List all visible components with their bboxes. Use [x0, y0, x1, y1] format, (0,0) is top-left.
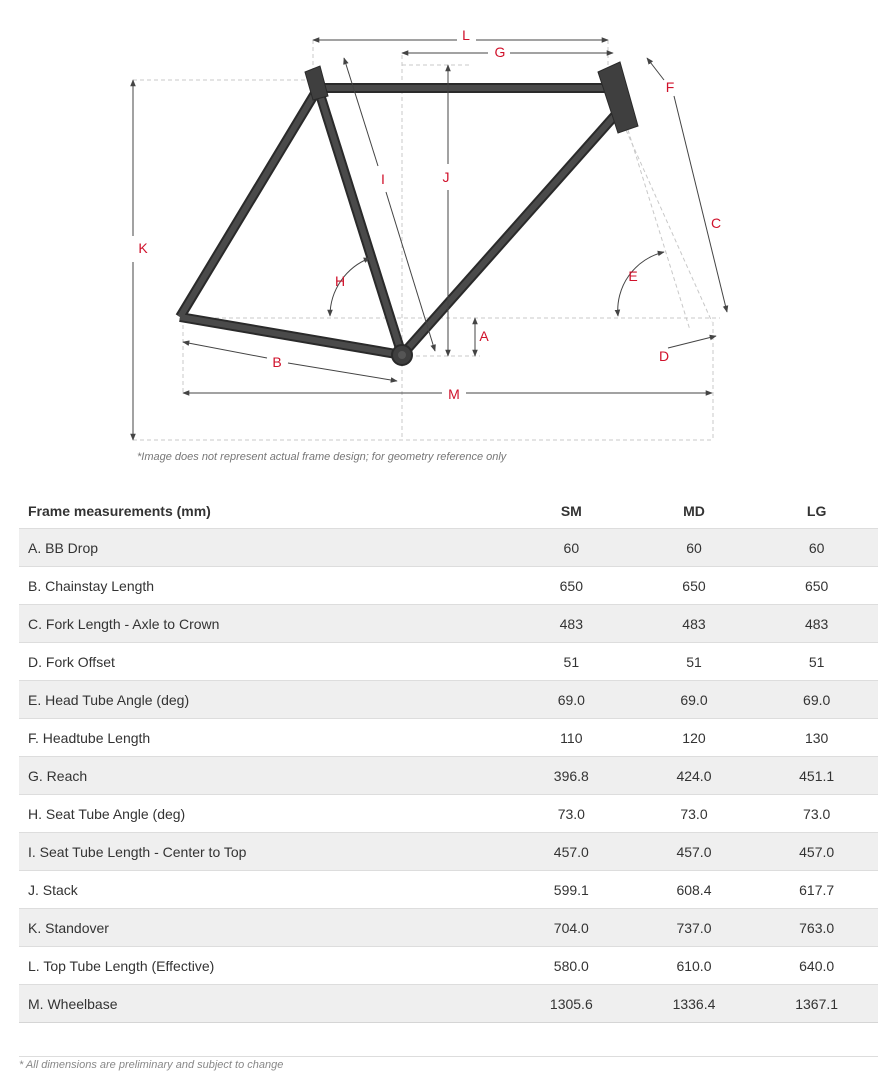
- table-row: [19, 605, 878, 643]
- value-md: 1336.4: [633, 985, 756, 1023]
- table-row: [19, 529, 878, 567]
- value-lg: 483: [755, 605, 878, 643]
- value-lg: 617.7: [755, 871, 878, 909]
- table-row: [19, 947, 878, 985]
- value-sm: 110: [510, 719, 633, 757]
- dimensions-footnote: * All dimensions are preliminary and subject to change: [19, 1056, 878, 1071]
- size-header-lg: LG: [755, 494, 878, 529]
- row-label: K. Standover: [19, 909, 510, 947]
- value-lg: 69.0: [755, 681, 878, 719]
- value-sm: 73.0: [510, 795, 633, 833]
- frame-geometry-diagram: [0, 0, 889, 470]
- value-md: 610.0: [633, 947, 756, 985]
- table-row: [19, 909, 878, 947]
- table-header-row: [19, 494, 878, 529]
- value-lg: 650: [755, 567, 878, 605]
- value-lg: 130: [755, 719, 878, 757]
- value-lg: 51: [755, 643, 878, 681]
- row-label: L. Top Tube Length (Effective): [19, 947, 510, 985]
- value-sm: 580.0: [510, 947, 633, 985]
- value-lg: 1367.1: [755, 985, 878, 1023]
- label-a: A: [479, 328, 489, 344]
- table-row: [19, 833, 878, 871]
- table-row: [19, 757, 878, 795]
- geometry-table: [19, 494, 878, 1023]
- row-label: H. Seat Tube Angle (deg): [19, 795, 510, 833]
- value-md: 457.0: [633, 833, 756, 871]
- table-row: [19, 795, 878, 833]
- label-d: D: [658, 348, 670, 364]
- value-sm: 650: [510, 567, 633, 605]
- value-sm: 704.0: [510, 909, 633, 947]
- label-j: J: [442, 169, 450, 185]
- row-label: G. Reach: [19, 757, 510, 795]
- row-label: M. Wheelbase: [19, 985, 510, 1023]
- row-label: E. Head Tube Angle (deg): [19, 681, 510, 719]
- value-sm: 396.8: [510, 757, 633, 795]
- label-f: F: [665, 79, 675, 95]
- table-row: [19, 719, 878, 757]
- value-sm: 60: [510, 529, 633, 567]
- table-row: [19, 871, 878, 909]
- value-sm: 69.0: [510, 681, 633, 719]
- value-lg: 451.1: [755, 757, 878, 795]
- value-md: 483: [633, 605, 756, 643]
- value-md: 608.4: [633, 871, 756, 909]
- row-label: C. Fork Length - Axle to Crown: [19, 605, 510, 643]
- row-label: D. Fork Offset: [19, 643, 510, 681]
- value-lg: 763.0: [755, 909, 878, 947]
- value-sm: 599.1: [510, 871, 633, 909]
- value-sm: 51: [510, 643, 633, 681]
- row-label: F. Headtube Length: [19, 719, 510, 757]
- label-k: K: [138, 240, 148, 256]
- label-g: G: [494, 44, 506, 60]
- bike-frame: [180, 62, 638, 365]
- value-sm: 483: [510, 605, 633, 643]
- table-row: [19, 681, 878, 719]
- table-row: [19, 567, 878, 605]
- label-c: C: [710, 215, 722, 231]
- row-label: I. Seat Tube Length - Center to Top: [19, 833, 510, 871]
- row-label: A. BB Drop: [19, 529, 510, 567]
- row-label: J. Stack: [19, 871, 510, 909]
- value-md: 69.0: [633, 681, 756, 719]
- value-md: 650: [633, 567, 756, 605]
- value-sm: 457.0: [510, 833, 633, 871]
- value-md: 51: [633, 643, 756, 681]
- value-md: 60: [633, 529, 756, 567]
- table-row: [19, 985, 878, 1023]
- value-md: 424.0: [633, 757, 756, 795]
- value-lg: 60: [755, 529, 878, 567]
- value-sm: 1305.6: [510, 985, 633, 1023]
- value-lg: 73.0: [755, 795, 878, 833]
- label-i: I: [381, 171, 385, 187]
- value-lg: 457.0: [755, 833, 878, 871]
- value-md: 120: [633, 719, 756, 757]
- diagram-disclaimer: *Image does not represent actual frame design; for geometry reference only: [137, 451, 507, 463]
- value-lg: 640.0: [755, 947, 878, 985]
- table-row: [19, 643, 878, 681]
- value-md: 73.0: [633, 795, 756, 833]
- size-header-sm: SM: [510, 494, 633, 529]
- measurements-header: Frame measurements (mm): [19, 494, 510, 529]
- row-label: B. Chainstay Length: [19, 567, 510, 605]
- label-l: L: [462, 27, 470, 43]
- label-h: H: [334, 273, 346, 289]
- label-e: E: [628, 268, 638, 284]
- size-header-md: MD: [633, 494, 756, 529]
- label-m: M: [448, 386, 460, 402]
- label-b: B: [272, 354, 282, 370]
- value-md: 737.0: [633, 909, 756, 947]
